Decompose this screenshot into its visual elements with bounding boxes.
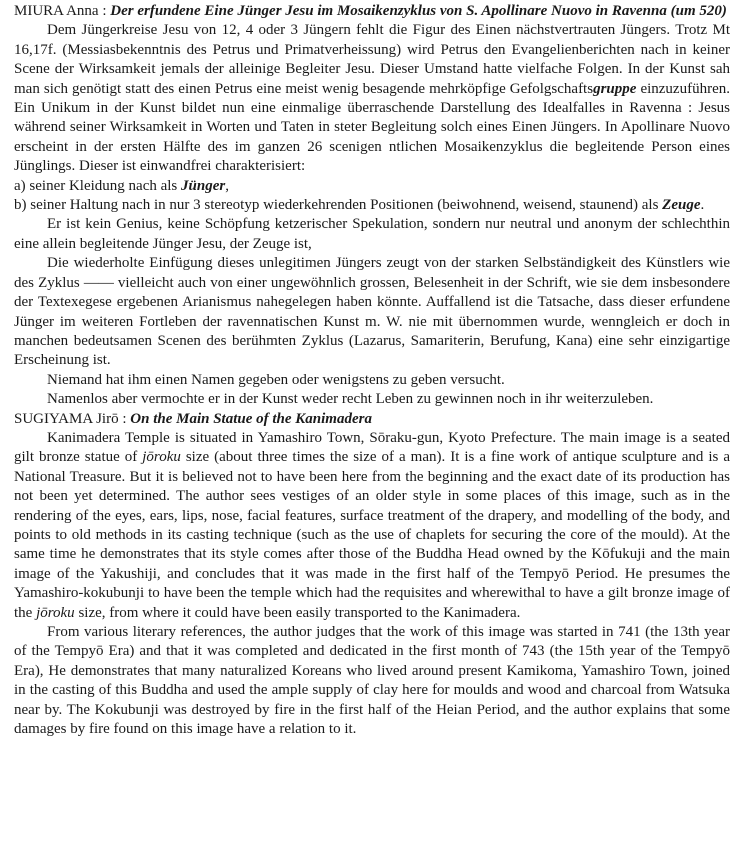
entry-heading (14, 410, 730, 429)
list-item-text: . (700, 197, 705, 214)
list-item (14, 196, 730, 215)
paragraph: Er ist kein Genius, keine Schöpfung ketzerischer Spekulation, sondern nur neutral und anonym der schlechthin eine allein begleitende Jünger Jesu, der Zeuge ist, (14, 216, 730, 252)
author-name: MIURA Anna : (14, 3, 107, 19)
list-item-text: , (225, 177, 229, 194)
article-title: On the Main Statue of the Kanimadera (130, 410, 372, 427)
abstracts-page (14, 2, 730, 739)
paragraph (14, 21, 730, 176)
emphasis-text: Zeuge (662, 197, 701, 214)
paragraph-text: Dem Jüngerkreise Jesu von 12, 4 oder 3 Jüngern fehlt die Figur des Einen nächstvertrauten Jüngers. Trotz Mt 16,17f. (Messiasbekenntnis des Petrus und Primatverheissung) wird Petrus den Evangelienberichten nach in keiner Scene der Wirksamkeit jemals der alleinige Begleiter Jesu. Dieser Umstand hatte vielfache Folgen. In der Kunst sah man sich genötigt statt des einen Petrus eine meist wenig besagende mehrköpfige Gefolgschafts (14, 22, 730, 97)
paragraph-text: Kanimadera Temple is situated in Yamashiro Town, Sōraku-gun, Kyoto Prefecture. The main image is a seated gilt bronze statue of (14, 429, 730, 466)
list-item-text: a) seiner Kleidung nach als (14, 177, 182, 194)
emphasis-text: gruppe (593, 80, 637, 97)
paragraph: Die wiederholte Einfügung dieses unlegitimen Jüngers zeugt von der starken Selbständigkeit des Künstlers wie des Zyklus —— vielleicht auch von einer ungewöhnlich grossen, Belesenheit in der Schrift, wie sie dem insbesondere der Textexegese ergebenen Arianismus nahegelegen haben könnte. Auffallend ist die Tatsache, dass dieser erfundene Jünger im weiteren Fortleben der ravennatischen Kunst m. W. nie mit übernommen wurde, wenngleich er doch in manchen bedeutsamen Scenen des berühmten Zyklus (Lazarus, Samariterin, Berufung, Kana) eine sehr einzigartige Erscheinung ist. (14, 255, 730, 369)
author-name: SUGIYAMA Jirō : (14, 410, 127, 427)
list-item (14, 177, 730, 196)
paragraph-text: size, from where it could have been easily transported to the Kanimadera. (74, 604, 521, 621)
paragraph-text: einzuzuführen. Ein Unikum in der Kunst bildet nun eine einmalige überraschende Darstellung des Idealfalles in Ravenna : Jesus während seiner Wirksamkeit in Worten und Taten in steter Begleitung solch eines Einen Jüngers. In Apollinare Nuovo erscheint in der ersten Hälfte des im ganzen 26 scenigen ntlichen Mosaikenzyklus die begleitende Person eines Jünglings. Dieser ist einwandfrei charakterisiert: (14, 80, 730, 175)
entry-heading (14, 2, 730, 21)
paragraph: Niemand hat ihm einen Namen gegeben oder wenigstens zu geben versucht. (47, 371, 505, 388)
list-item-text: b) seiner Haltung nach in nur 3 stereotyp wiederkehrenden Positionen (beiwohnend, weisend, staunend) als (14, 197, 663, 214)
entry-sugiyama (14, 410, 730, 740)
entry-miura (14, 2, 730, 410)
paragraph: From various literary references, the author judges that the work of this image was started in 741 (the 13th year of the Tempyō Era) and that it was completed and dedicated in the first month of 743 (the 15th year of the Tempyō Era), He demonstrates that many naturalized Koreans who lived around present Kamikoma, Yamashiro Town, joined in the casting of this Buddha and used the ample supply of clay here for moulds and wood and charcoal from Watsuka near by. The Kokubunji was destroyed by fire in the first half of the Heian Period, and the author explains that some damages by fire found on this image have a relation to it. (14, 624, 730, 738)
emphasis-text: Jünger (181, 177, 226, 194)
article-title: Der erfundene Eine Jünger Jesu im Mosaikenzyklus von S. Apollinare Nuovo in Ravenna (um 520) (110, 3, 727, 19)
emphasis-text: jōroku (142, 449, 181, 466)
paragraph-text: size (about three times the size of a man). It is a fine work of antique sculpture and is a National Treasure. But it is believed not to have been here from the beginning and the exact date of its production has not been yet determined. The author sees vestiges of an older style in some places of this image, such as in the rendering of the eyes, ears, lips, nose, facial features, surface treatment of the drapery, and modelling of the body, and points to old methods in its casting technique (such as the use of chaplets for securing the core of the mould). At the same time he demonstrates that its style comes after those of the Buddha Head owned by the Kōfukuji and the main image of the Yakushiji, and concludes that it was made in the first half of the Tempyō Period. He presumes the Yamashiro-kokubunji to have been the temple which had the requisites and wherewithal to have a gilt bronze image of the (14, 449, 730, 621)
paragraph (14, 429, 730, 623)
paragraph: Namenlos aber vermochte er in der Kunst weder recht Leben zu gewinnen noch in ihr weiterzuleben. (47, 391, 654, 408)
emphasis-text: jōroku (36, 604, 75, 621)
